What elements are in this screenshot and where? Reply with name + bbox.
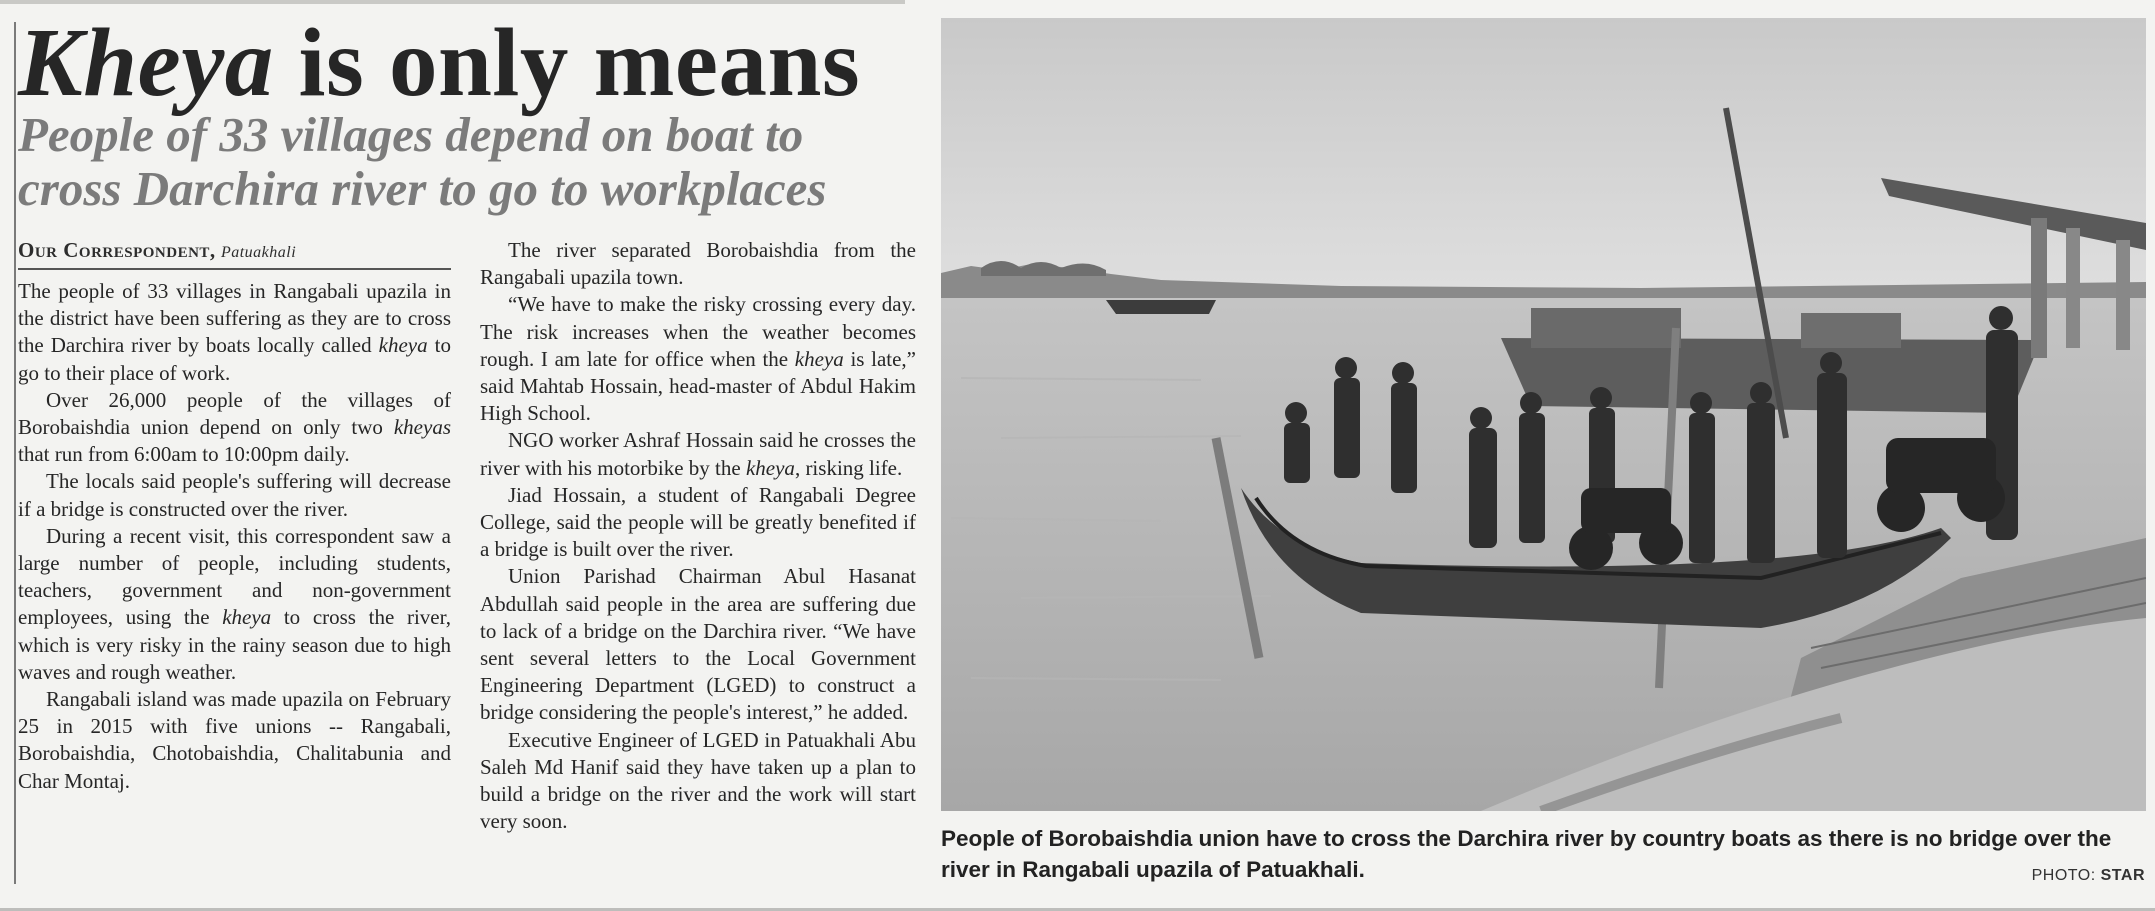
paragraph: Over 26,000 people of the villages of Borobaishdia union depend on only two kheyas that run from 6:00am to 10:00pm daily. (18, 387, 451, 467)
news-photo (941, 18, 2146, 811)
paragraph: During a recent visit, this correspondent saw a large number of people, including students, teachers, government and non-government employees, using the kheya to cross the river, which is very risky in the rainy season due to high waves and rough weather. (18, 523, 452, 684)
paragraph: The locals said people's suffering will decrease if a bridge is constructed over the river. (18, 469, 451, 521)
article-column-2 (480, 237, 916, 835)
byline-name: Our Correspondent, (18, 238, 216, 262)
article-column-1 (18, 278, 451, 795)
top-rule (0, 0, 905, 4)
photo-credit-source: STAR (2100, 867, 2145, 884)
headline-italic: Kheya (18, 9, 274, 116)
paragraph: Rangabali island was made upazila on February 25 in 2015 with five unions -- Rangabali, Borobaishdia, Chotobaishdia, Chalitabunia and Char Montaj. (18, 687, 451, 793)
paragraph: Union Parishad Chairman Abul Hasanat Abdullah said people in the area are suffering due to lack of a bridge on the Darchira river. “We have sent several letters to the Local Government Engineering Department (LGED) to construct a bridge considering the people's interest,” he added. (480, 564, 916, 725)
paragraph: “We have to make the risky crossing every day. The risk increases when the weather becomes rough. I am late for office when the kheya is late,” said Mahtab Hossain, head-master of Abdul Hakim High School. (480, 292, 916, 426)
headline (18, 8, 860, 118)
photo-credit (2032, 867, 2145, 885)
photo-caption: People of Borobaishdia union have to cross the Darchira river by country boats as there is no bridge over the river in Rangabali upazila of Patuakhali. (941, 826, 2112, 882)
byline-location: Patuakhali (220, 244, 297, 261)
paragraph: Jiad Hossain, a student of Rangabali Degree College, said the people will be greatly benefited if a bridge is built over the river. (480, 482, 916, 562)
paragraph: The river separated Borobaishdia from the Rangabali upazila town. (480, 238, 916, 290)
headline-rest: is only means (273, 9, 861, 116)
paragraph: Executive Engineer of LGED in Patuakhali Abu Saleh Md Hanif said they have taken up a plan to build a bridge on the river and the work will start very soon. (480, 727, 916, 834)
paragraph: The people of 33 villages in Rangabali upazila in the district have been suffering as they are to cross the Darchira river by boats locally called kheya to go to their place of work. (18, 279, 451, 385)
photo-credit-label: PHOTO: (2031, 867, 2096, 884)
left-column-rule (14, 22, 16, 884)
paragraph: NGO worker Ashraf Hossain said he crosses the river with his motorbike by the kheya, risking life. (480, 428, 916, 480)
subheadline: People of 33 villages depend on boat to cross Darchira river to go to workplaces (18, 107, 827, 216)
byline (18, 238, 451, 270)
boat-crossing-photo (941, 18, 2146, 811)
